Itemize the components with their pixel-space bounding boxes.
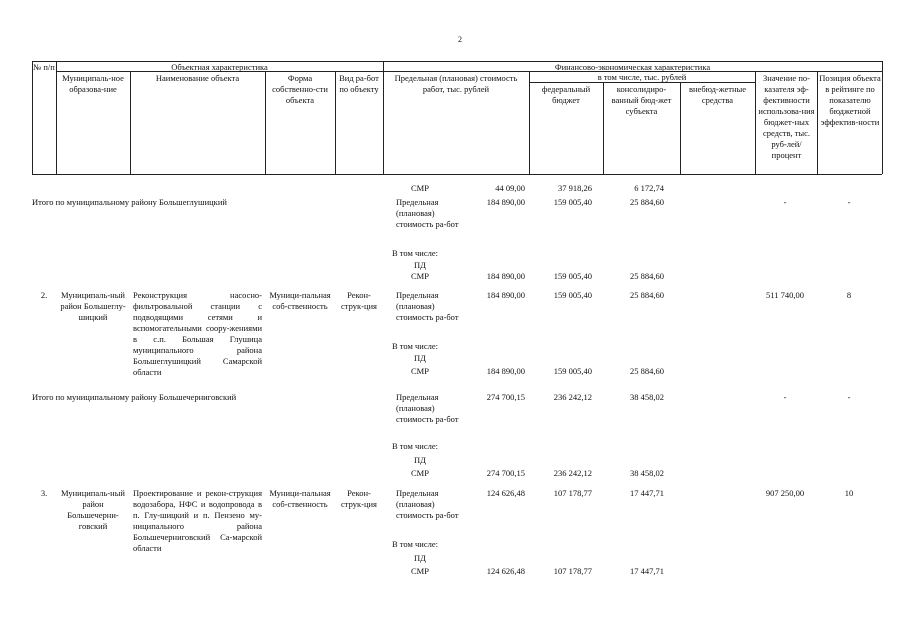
pd-label: ПД (414, 553, 426, 563)
total-title: Итого по муниципальному району Большеглушицкий (32, 197, 227, 207)
header-max-cost: Предельная (плановая) стоимость работ, тыс. рублей (394, 73, 518, 94)
header-municipal: Муниципаль-ное образова-ние (62, 73, 124, 94)
pd-label: ПД (414, 455, 426, 465)
cell-total: 44 09,00 (495, 183, 525, 193)
page-number: 2 (458, 35, 462, 44)
header-work-type: Вид ра-бот по объекту (339, 73, 379, 94)
cell-regional: 6 172,74 (634, 183, 664, 193)
cell-regional: 17 447,71 (630, 488, 664, 498)
sub-label: В том числе: (392, 441, 438, 451)
cell-work-type: Рекон-струк-ция (341, 488, 377, 509)
row-label-smr: СМР (411, 183, 429, 193)
cell-federal: 236 242,12 (553, 468, 592, 478)
cell-municipal: Муниципаль-ный район Большечерни-говский (61, 488, 125, 531)
cell-rating: 8 (846, 290, 852, 300)
header-including: в том числе, тыс. рублей (597, 72, 687, 82)
row-label: Предельная (плановая) стоимость ра-бот (396, 197, 459, 229)
cell-regional: 25 884,60 (630, 197, 664, 207)
cell-efficiency: 511 740,00 (766, 290, 804, 300)
cell-federal: 107 178,77 (553, 488, 592, 498)
cell-rating: 10 (844, 488, 854, 498)
cell-total: 184 890,00 (486, 197, 525, 207)
cell-municipal: Муниципаль-ный район Большеглу-шицкий (60, 290, 126, 322)
pd-label: ПД (414, 353, 426, 363)
header-regional: консолидиро-ванный бюд-жет субъекта (611, 84, 672, 116)
header-extra: внебюд-жетные средства (688, 84, 746, 105)
row-label: Предельная (плановая) стоимость ра-бот (396, 488, 459, 520)
cell-regional: 25 884,60 (630, 366, 664, 376)
header-ownership: Форма собственно-сти объекта (272, 73, 328, 105)
header-rating: Позиция объекта в рейтинге по показателю бюджетной эффектив-ности (819, 73, 881, 127)
cell-federal: 159 005,40 (553, 366, 592, 376)
total-title: Итого по муниципальному району Большечерниговский (32, 392, 237, 402)
sub-label: В том числе: (392, 248, 438, 258)
cell-efficiency: - (783, 392, 787, 402)
cell-federal: 107 178,77 (553, 566, 592, 576)
cell-ownership: Муници-пальная соб-ственность (269, 488, 331, 509)
header-efficiency: Значение по-казателя эф-фективности использова-ния бюджет-ных средств, тыс. руб-лей/процент (758, 73, 815, 160)
cell-num: 3. (40, 488, 48, 498)
row-label-smr: СМР (411, 271, 429, 281)
cell-efficiency: 907 250,00 (765, 488, 805, 498)
cell-federal: 159 005,40 (553, 290, 592, 300)
header-finance-group: Финансово-экономическая характеристика (554, 62, 711, 72)
row-label-smr: СМР (411, 366, 429, 376)
header-object-group: Объектная характеристика (171, 62, 268, 72)
cell-ownership: Муници-пальная соб-ственность (269, 290, 331, 311)
pd-label: ПД (414, 260, 426, 270)
cell-federal: 37 918,26 (558, 183, 592, 193)
cell-efficiency: - (783, 197, 787, 207)
cell-regional: 38 458,02 (630, 392, 664, 402)
cell-federal: 159 005,40 (553, 197, 592, 207)
cell-num: 2. (40, 290, 48, 300)
row-label: Предельная (плановая) стоимость ра-бот (396, 290, 459, 322)
cell-regional: 25 884,60 (630, 271, 664, 281)
header-object-name: Наименование объекта (155, 73, 240, 83)
cell-total: 184 890,00 (486, 290, 525, 300)
cell-total: 274 700,15 (486, 392, 525, 402)
cell-rating: - (847, 392, 851, 402)
row-label-smr: СМР (411, 566, 429, 576)
cell-total: 124 626,48 (486, 566, 525, 576)
header-num: № п/п (33, 62, 55, 72)
row-label-smr: СМР (411, 468, 429, 478)
cell-total: 274 700,15 (486, 468, 525, 478)
row-label: Предельная (плановая) стоимость ра-бот (396, 392, 459, 424)
sub-label: В том числе: (392, 341, 438, 351)
cell-rating: - (847, 197, 851, 207)
sub-label: В том числе: (392, 539, 438, 549)
cell-total: 124 626,48 (486, 488, 525, 498)
cell-object-name: Проектирование и рекон-струкция водозабора, НФС и водопровода в п. Глу-шицкий и п. Пензено му-ниципального района Большечерниговский Са-марской области (133, 488, 262, 553)
cell-regional: 17 447,71 (630, 566, 664, 576)
cell-regional: 38 458,02 (630, 468, 664, 478)
cell-total: 184 890,00 (486, 271, 525, 281)
cell-regional: 25 884,60 (630, 290, 664, 300)
header-federal: федеральный бюджет (541, 84, 591, 105)
cell-federal: 159 005,40 (553, 271, 592, 281)
cell-federal: 236 242,12 (553, 392, 592, 402)
cell-object-name: Реконструкция насосно-фильтровальной станции с подводящими сетями и вспомогательными соору-жениями в с.п. Большая Глушица муниципального района Большеглушицкий Самарской области (133, 290, 262, 377)
cell-work-type: Рекон-струк-ция (341, 290, 377, 311)
cell-total: 184 890,00 (486, 366, 525, 376)
